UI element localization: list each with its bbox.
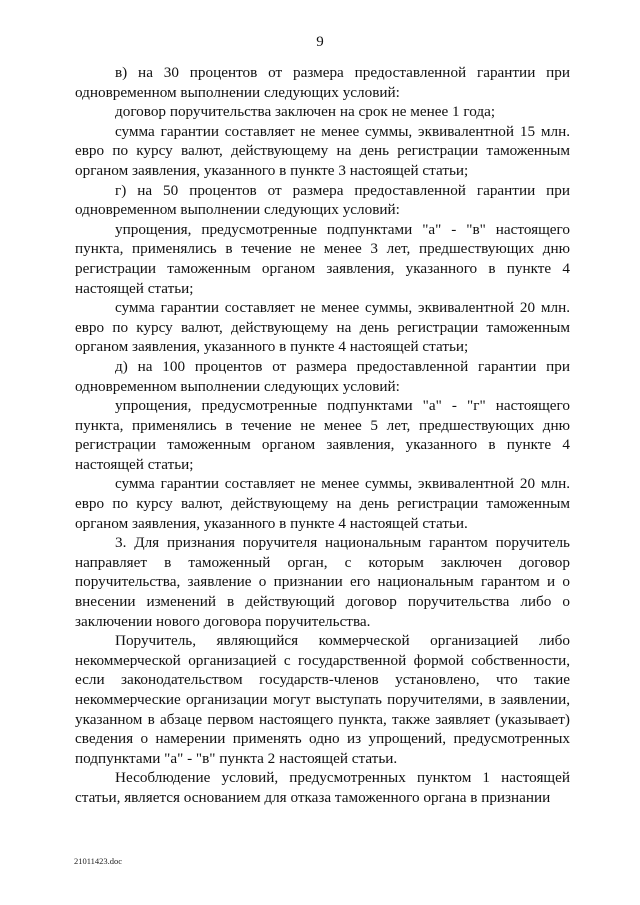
paragraph-g-50-percent: г) на 50 процентов от размера предоставленной гарантии при одновременном выполнении следующих условий: (75, 181, 570, 219)
paragraph-sum-20m-a: сумма гарантии составляет не менее суммы, эквивалентной 20 млн. евро по курсу валют, действующему на день регистрации таможенным органом заявления, указанного в пункте 4 настоящей статьи; (75, 299, 570, 356)
paragraph-guarantor-organization: Поручитель, являющийся коммерческой организацией либо некоммерческой организацией с государственной формой собственности, если законодательством государств-членов установлено, что такие некоммерческие организации могут выступать поручителями, в заявлении, указанном в абзаце первом настоящего пункта, также заявляет (указывает) сведения о намерении применять одно из упрощений, предусмотренных подпунктами "а" - "в" пункта 2 настоящей статьи. (75, 632, 570, 767)
paragraph-simplifications-3-years: упрощения, предусмотренные подпунктами "а" - "в" настоящего пункта, применялись в течение не менее 3 лет, предшествующих дню регистрации таможенным органом заявления, указанного в пункте 4 настоящей статьи; (75, 220, 570, 297)
paragraph-v-30-percent: в) на 30 процентов от размера предоставленной гарантии при одновременном выполнении следующих условий: (75, 64, 570, 101)
paragraph-noncompliance: Несоблюдение условий, предусмотренных пунктом 1 настоящей статьи, является основанием для отказа таможенного органа в признании (75, 769, 570, 806)
paragraph-sum-20m-b: сумма гарантии составляет не менее суммы, эквивалентной 20 млн. евро по курсу валют, действующему на день регистрации таможенным органом заявления, указанного в пункте 4 настоящей статьи. (75, 475, 570, 532)
page-number: 9 (316, 34, 324, 50)
paragraph-sum-15m: сумма гарантии составляет не менее суммы, эквивалентной 15 млн. евро по курсу валют, действующему на день регистрации таможенным органом заявления, указанного в пункте 3 настоящей статьи; (75, 122, 570, 179)
document-body (75, 63, 570, 808)
footer-file-label: 21011423.doc (74, 856, 123, 866)
paragraph-term-condition: договор поручительства заключен на срок не менее 1 года; (115, 103, 496, 121)
paragraph-simplifications-5-years: упрощения, предусмотренные подпунктами "а" - "г" настоящего пункта, применялись в течение не менее 5 лет, предшествующих дню регистрации таможенным органом заявления, указанного в пункте 4 настоящей статьи; (75, 397, 570, 473)
paragraph-d-100-percent: д) на 100 процентов от размера предоставленной гарантии при одновременном выполнении следующих условий: (75, 357, 570, 395)
paragraph-item-3: 3. Для признания поручителя национальным гарантом поручитель направляет в таможенный орган, с которым заключен договор поручительства, заявление о признании его национальным гарантом и о внесении изменений в действующий договор поручительства либо о заключении нового договора поручительства. (75, 534, 570, 630)
